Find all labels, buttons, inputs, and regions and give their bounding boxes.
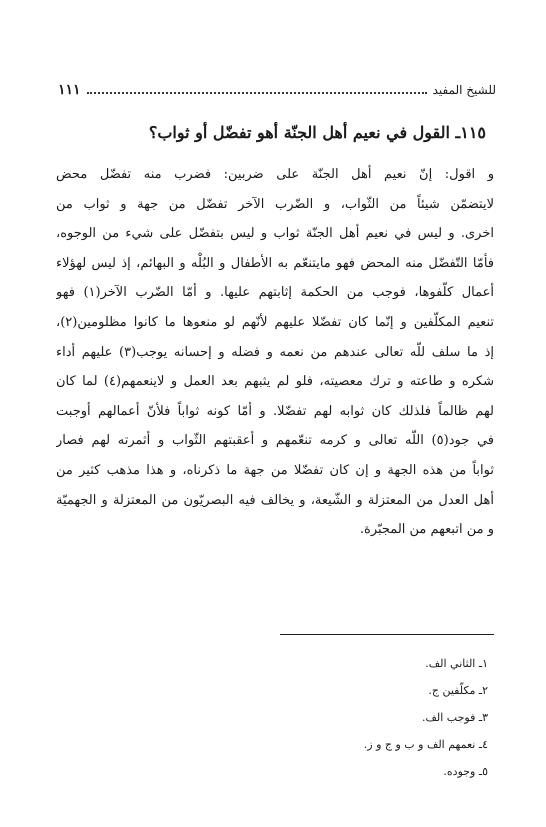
footnote: ٤ـ نعمهم الف و ب و ج و ز. <box>363 738 488 751</box>
running-head-dot-leader <box>87 86 427 94</box>
body-line: لايتضمّن شيئاً من الثّواب، و الضّرب الآخر تفضّل من جهة و ثواب من <box>56 196 494 212</box>
body-line: أهل العدل من المعتزلة و الشّيعة، و يخالف فيه البصريّون من المعتزلة و الجهميّة <box>56 492 494 508</box>
body-text <box>56 160 494 545</box>
footnote: ٥ـ وجوده. <box>443 765 488 778</box>
body-line: و من اتبعهم من المجبّرة. <box>359 522 494 538</box>
footnote-separator <box>280 634 494 635</box>
body-line: في جود(٥) اللّه تعالى و كرمه تنعّمهم و أعقبتهم الثّواب و أثمرته لهم فصار <box>56 433 494 449</box>
section-heading: ١١٥ـ القول في نعيم أهل الجنّة أهو تفضّل أو ثواب؟ <box>148 123 486 142</box>
body-line: ثواباً من هذه الجهة و إن كان تفضّلا من جهة ما ذكرناه، و هذا مذهب كثير من <box>56 462 494 478</box>
running-head-title: للشيخ المفيد <box>432 83 496 97</box>
footnotes <box>180 650 488 785</box>
body-line: أعمال كلّفوها، فوجب من الحكمة إثابتهم عليها. و أمّا الضّرب الآخر(١) فهو <box>56 285 494 301</box>
body-line: فأمّا التّفضّل منه المحض فهو مايتنعّم به الأطفال و البُلْه و البهائم، إذ ليس لهؤلاء <box>56 255 494 271</box>
body-line: اخرى. و ليس في نعيم أهل الجنّة ثواب و ليس بتفضّل على شيء من الوجوه، <box>56 226 494 242</box>
body-line: إذ ما سلف للّه تعالى عندهم من نعمه و فضله و إحسانه يوجب(٣) عليهم أداء <box>56 344 494 360</box>
body-line: لهم ظالماً فلذلك كان ثوابه لهم تفضّلا. و أمّا كونه ثواباً فلأنّ أعمالهم أوجبت <box>56 403 494 419</box>
running-head <box>58 80 496 100</box>
page-number: ١١١ <box>58 82 81 98</box>
footnote: ٣ـ فوجب الف. <box>422 711 488 724</box>
body-line: تنعيم المكلّفين و إنّما كان تفضّلا عليهم لأنّهم لو منعوها ما كانوا مظلومين(٢)، <box>56 314 494 330</box>
footnote: ١ـ الثاني الف. <box>425 657 488 670</box>
body-line: و اقول: إنّ نعيم أهل الجنّة على ضربين: فضرب منه تفضّل محض <box>56 167 494 182</box>
body-line: شكره و طاعته و ترك معصيته، فلو لم يثبهم بعد العمل و لاينعمهم(٤) لما كان <box>56 374 494 390</box>
footnote: ٢ـ مكلّفين ج. <box>428 684 488 697</box>
